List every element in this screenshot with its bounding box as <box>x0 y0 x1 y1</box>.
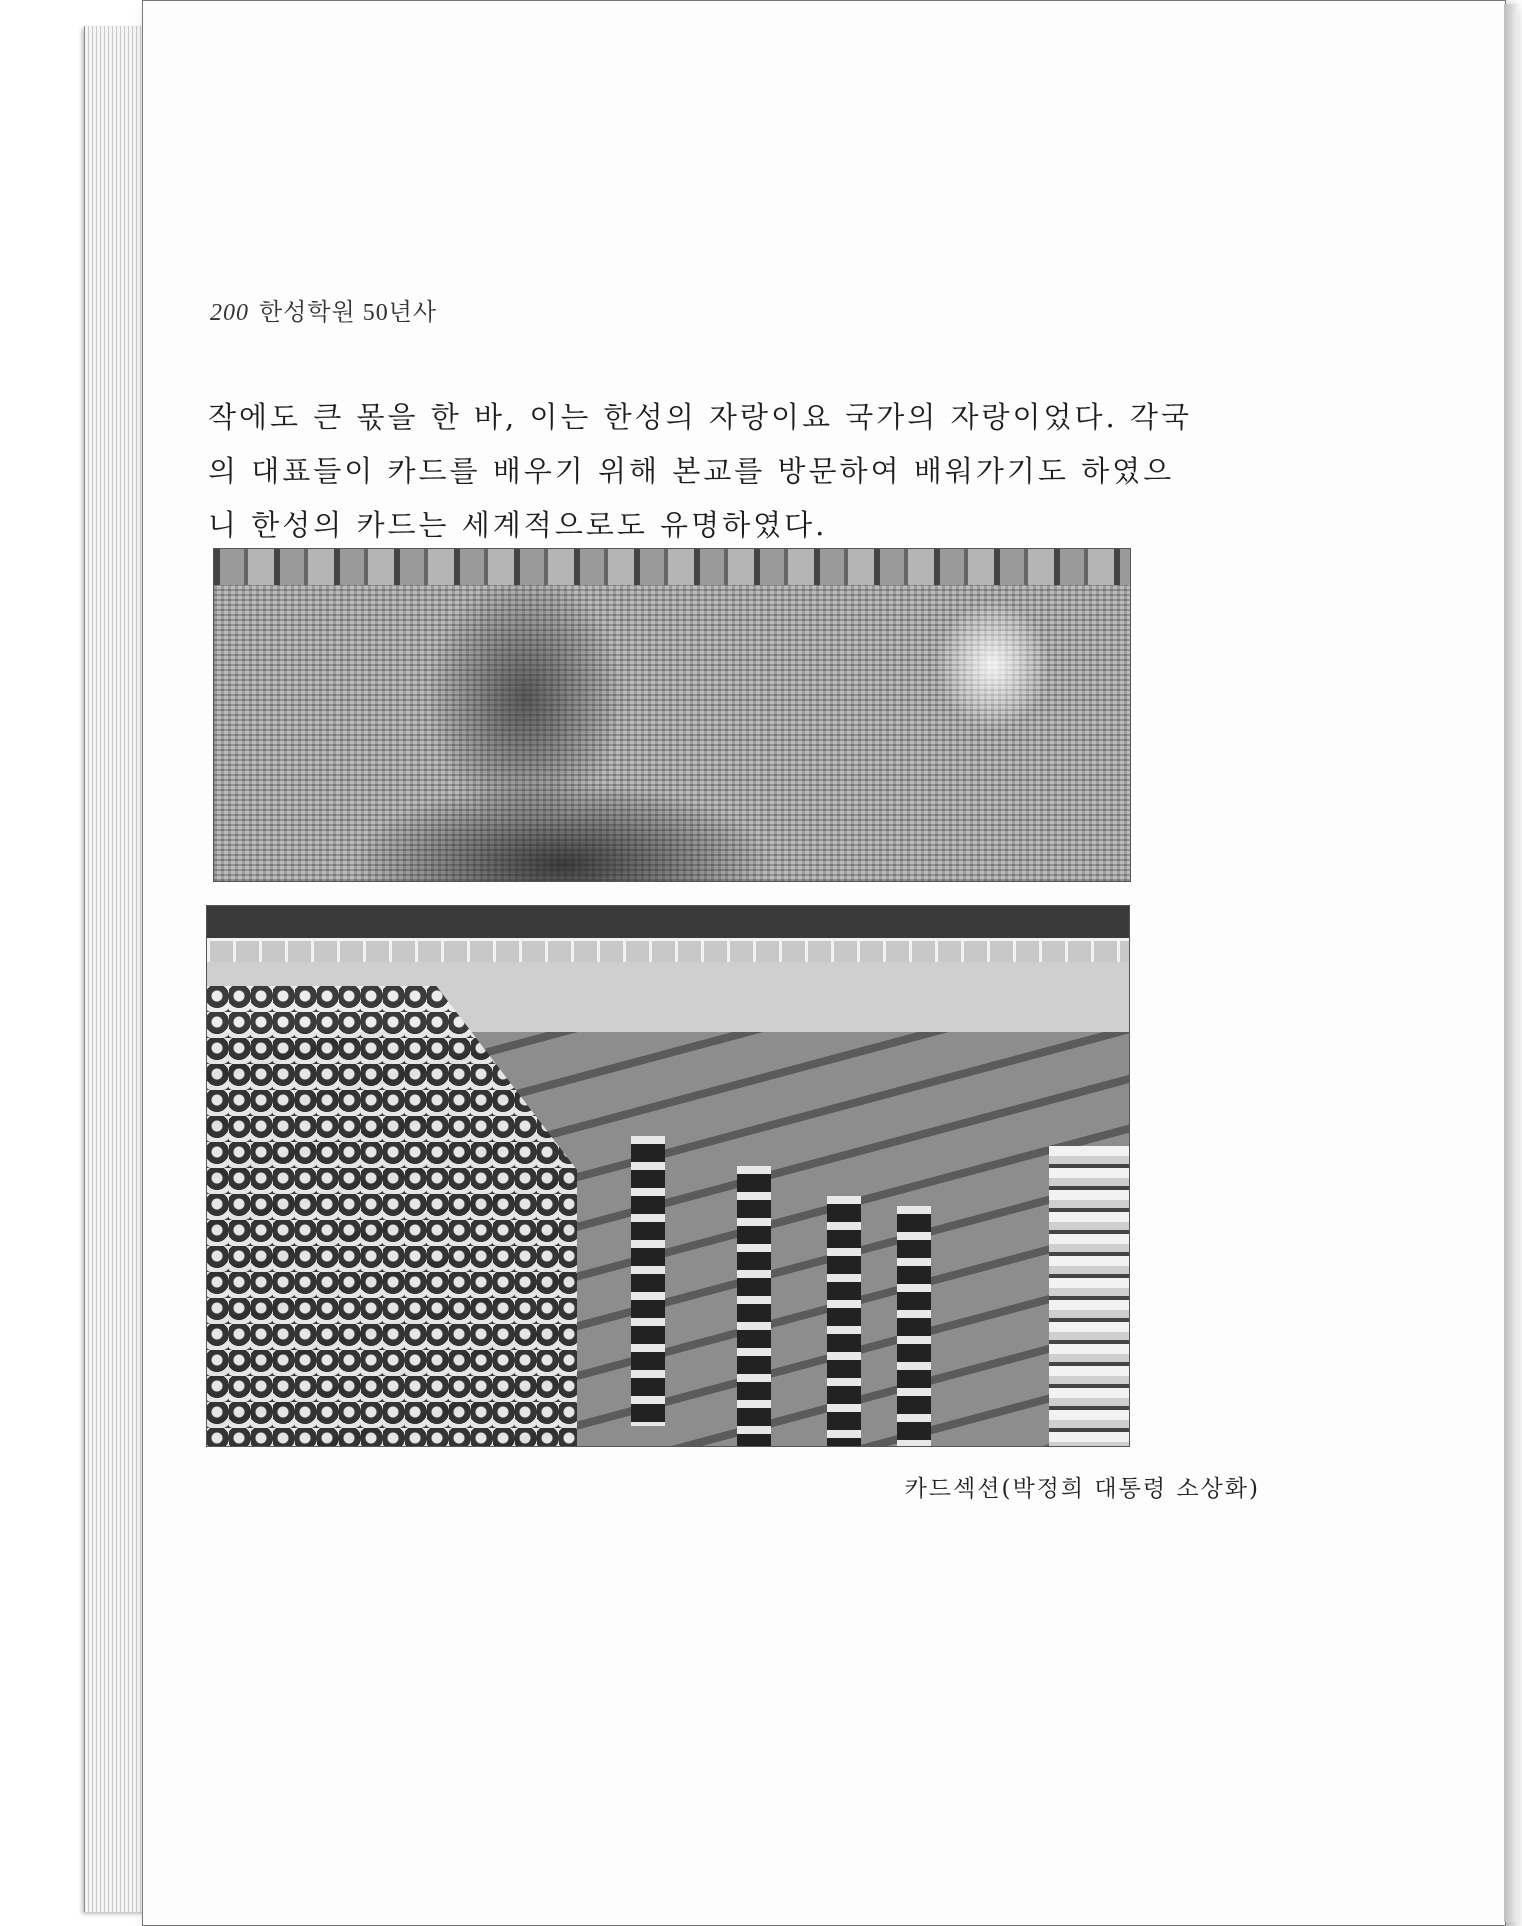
page-number: 200 <box>210 300 249 326</box>
marching-column <box>737 1166 771 1446</box>
page-right-edge <box>1504 4 1518 1922</box>
body-line: 작에도 큰 몫을 한 바, 이는 한성의 자랑이요 국가의 자랑이었다. 각국 <box>208 400 1192 434</box>
body-text <box>208 390 1278 552</box>
figure-caption: 카드섹션(박정희 대통령 소상화) <box>904 1476 1260 1502</box>
running-head <box>210 292 437 327</box>
marching-column <box>827 1196 861 1446</box>
marching-column <box>897 1206 931 1446</box>
stadium-march-photo <box>206 905 1130 1447</box>
body-line: 의 대표들이 카드를 배우기 위해 본교를 방문하여 배워가기도 하였으 <box>208 454 1175 488</box>
stadium-stand-top <box>214 549 1130 585</box>
marching-column <box>631 1136 665 1426</box>
book-title: 한성학원 50년사 <box>259 300 438 326</box>
body-line: 니 한성의 카드는 세계적으로도 유명하였다. <box>208 508 828 542</box>
card-section-portrait-photo <box>213 548 1131 882</box>
stadium-railing <box>207 938 1129 963</box>
marching-crowd-right <box>1049 1146 1129 1446</box>
